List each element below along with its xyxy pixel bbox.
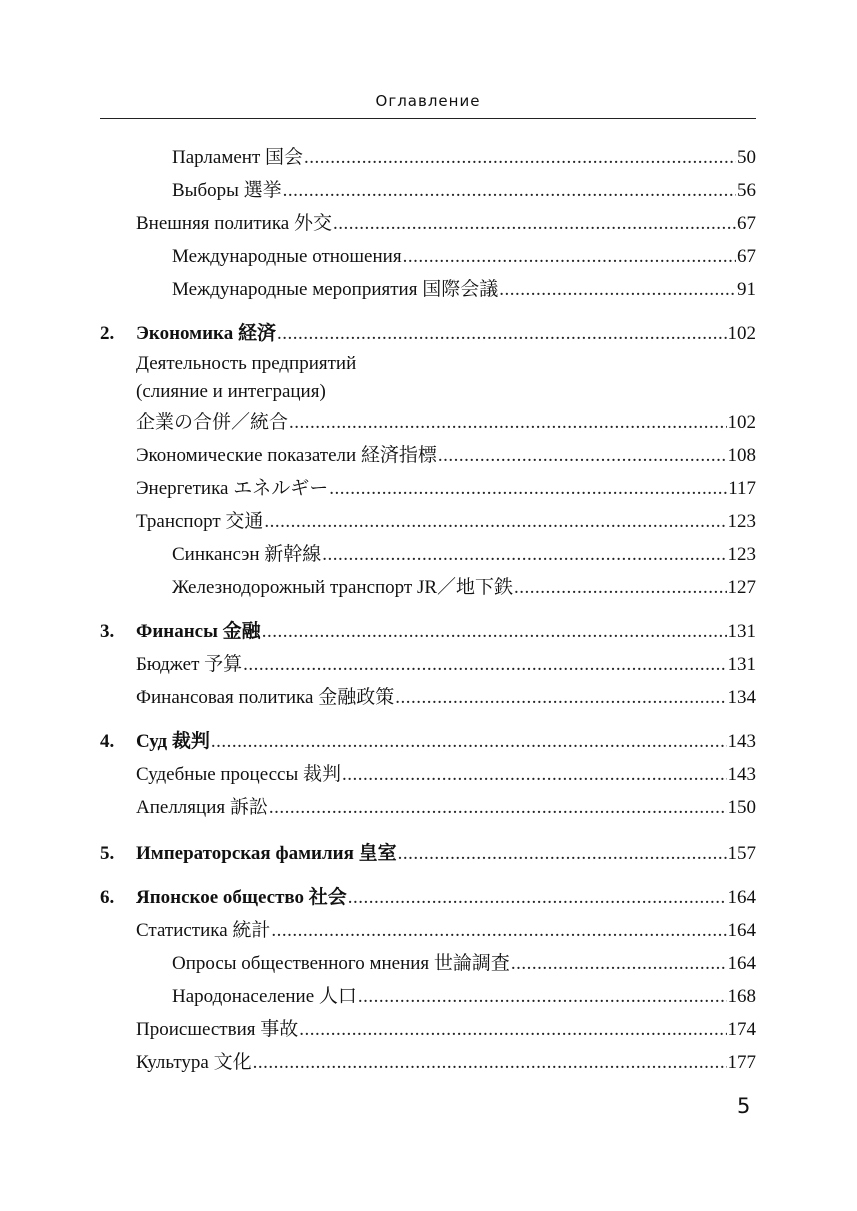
dot-leader (253, 1046, 727, 1079)
section-number: 2. (100, 323, 115, 344)
dot-leader (395, 681, 726, 714)
dot-leader (211, 725, 727, 758)
toc-entry-title: Парламент 国会 (172, 147, 303, 168)
toc-entry-page: 67 (737, 213, 756, 234)
toc-entry-page: 67 (737, 246, 756, 267)
toc-entry-title: Энергетика エネルギー (136, 478, 329, 499)
toc-entry-page: 164 (727, 953, 756, 974)
toc-entry-page: 134 (727, 687, 756, 708)
toc-entry-page: 127 (727, 577, 756, 598)
toc-entry-title: Императорская фамилия 皇室 (136, 843, 397, 864)
toc-entry-title: Транспорт 交通 (136, 511, 264, 532)
toc-entry[interactable] (100, 240, 756, 273)
dot-leader (358, 980, 727, 1013)
dot-leader (499, 273, 736, 306)
dot-leader (243, 648, 726, 681)
toc-section-imperial-family[interactable] (100, 837, 756, 870)
toc-entry-title: Происшествия 事故 (136, 1019, 299, 1040)
toc-entry-line: Деятельность предприятий (136, 353, 357, 374)
toc-entry[interactable] (100, 758, 756, 791)
dot-leader (277, 317, 727, 350)
toc-entry[interactable] (100, 571, 756, 604)
dot-leader (514, 571, 726, 604)
toc-entry-title: Финансы 金融 (136, 621, 261, 642)
toc-entry-title: Апелляция 訴訟 (136, 797, 268, 818)
toc-entry-page: 143 (727, 764, 756, 785)
toc-entry[interactable] (100, 207, 756, 240)
toc-section-economy[interactable] (100, 317, 756, 350)
section-number: 3. (100, 621, 115, 642)
toc-entry-title: Культура 文化 (136, 1052, 252, 1073)
toc-section-court[interactable] (100, 725, 756, 758)
toc-entry[interactable] (100, 505, 756, 538)
toc-entry[interactable] (100, 472, 756, 505)
toc-entry-title: Внешняя политика 外交 (136, 213, 332, 234)
dot-leader (511, 947, 727, 980)
dot-leader (398, 837, 727, 870)
toc-entry-title: 企業の合併／統合 (136, 412, 289, 433)
section-number: 5. (100, 843, 115, 864)
toc-entry-page: 102 (727, 412, 756, 433)
dot-leader (304, 141, 736, 174)
dot-leader (269, 791, 727, 824)
toc-entry-page: 164 (727, 920, 756, 941)
toc-entry-title: Японское общество 社会 (136, 887, 347, 908)
toc-entry-title: Экономические показатели 経済指標 (136, 445, 437, 466)
dot-leader (283, 174, 736, 207)
dot-leader (329, 472, 727, 505)
dot-leader (299, 1013, 726, 1046)
toc-entry-page: 56 (737, 180, 756, 201)
toc-entry-title: Финансовая политика 金融政策 (136, 687, 395, 708)
toc-entry-page: 108 (727, 445, 756, 466)
toc-entry-page: 117 (728, 478, 756, 499)
table-of-contents (100, 141, 756, 1079)
dot-leader (271, 914, 726, 947)
dot-leader (333, 207, 736, 240)
toc-entry[interactable] (100, 1046, 756, 1079)
dot-leader (264, 505, 726, 538)
toc-entry-page: 157 (727, 843, 756, 864)
toc-entry-page: 143 (727, 731, 756, 752)
dot-leader (289, 406, 726, 439)
toc-entry-title: Выборы 選挙 (172, 180, 282, 201)
toc-entry-page: 91 (737, 279, 756, 300)
toc-entry[interactable] (100, 681, 756, 714)
toc-entry[interactable] (100, 439, 756, 472)
toc-entry-page: 123 (727, 511, 756, 532)
toc-entry-page: 131 (727, 621, 756, 642)
dot-leader (403, 240, 736, 273)
toc-entry[interactable] (100, 791, 756, 824)
toc-entry-title: Экономика 経済 (136, 323, 276, 344)
toc-entry[interactable] (100, 1013, 756, 1046)
dot-leader (262, 615, 727, 648)
toc-entry-page: 174 (727, 1019, 756, 1040)
running-header: Оглавление (375, 92, 481, 110)
dot-leader (348, 881, 727, 914)
toc-entry-page: 131 (727, 654, 756, 675)
toc-entry-title: Бюджет 予算 (136, 654, 243, 675)
section-number: 6. (100, 887, 115, 908)
toc-entry[interactable] (100, 174, 756, 207)
toc-entry-page: 168 (727, 986, 756, 1007)
toc-entry[interactable] (100, 538, 756, 571)
toc-entry-page: 123 (727, 544, 756, 565)
toc-entry[interactable] (100, 141, 756, 174)
toc-section-society[interactable] (100, 881, 756, 914)
toc-entry-title: Статистика 統計 (136, 920, 271, 941)
toc-section-finance[interactable] (100, 615, 756, 648)
toc-entry[interactable] (100, 648, 756, 681)
toc-entry-page: 177 (727, 1052, 756, 1073)
toc-entry[interactable] (100, 273, 756, 306)
toc-entry-title: Опросы общественного мнения 世論調査 (172, 953, 510, 974)
toc-entry-page: 150 (727, 797, 756, 818)
toc-entry[interactable] (100, 406, 756, 439)
dot-leader (342, 758, 726, 791)
dot-leader (322, 538, 726, 571)
toc-entry-page: 50 (737, 147, 756, 168)
toc-entry-title: Судебные процессы 裁判 (136, 764, 342, 785)
toc-entry-title: Международные мероприятия 国際会議 (172, 279, 499, 300)
toc-entry-line: (слияние и интеграция) (136, 381, 326, 402)
toc-entry-title: Синкансэн 新幹線 (172, 544, 322, 565)
toc-entry[interactable] (100, 947, 756, 980)
page-number: 5 (737, 1094, 751, 1118)
toc-entry-title: Международные отношения (172, 246, 402, 267)
header-rule (100, 118, 756, 119)
toc-entry-page: 102 (727, 323, 756, 344)
toc-entry-title: Суд 裁判 (136, 731, 210, 752)
toc-entry[interactable] (100, 914, 756, 947)
section-number: 4. (100, 731, 115, 752)
toc-entry[interactable] (100, 980, 756, 1013)
toc-entry-title: Народонаселение 人口 (172, 986, 357, 1007)
toc-entry-page: 164 (727, 887, 756, 908)
dot-leader (438, 439, 727, 472)
toc-entry-title: Железнодорожный транспорт JR／地下鉄 (172, 577, 514, 598)
